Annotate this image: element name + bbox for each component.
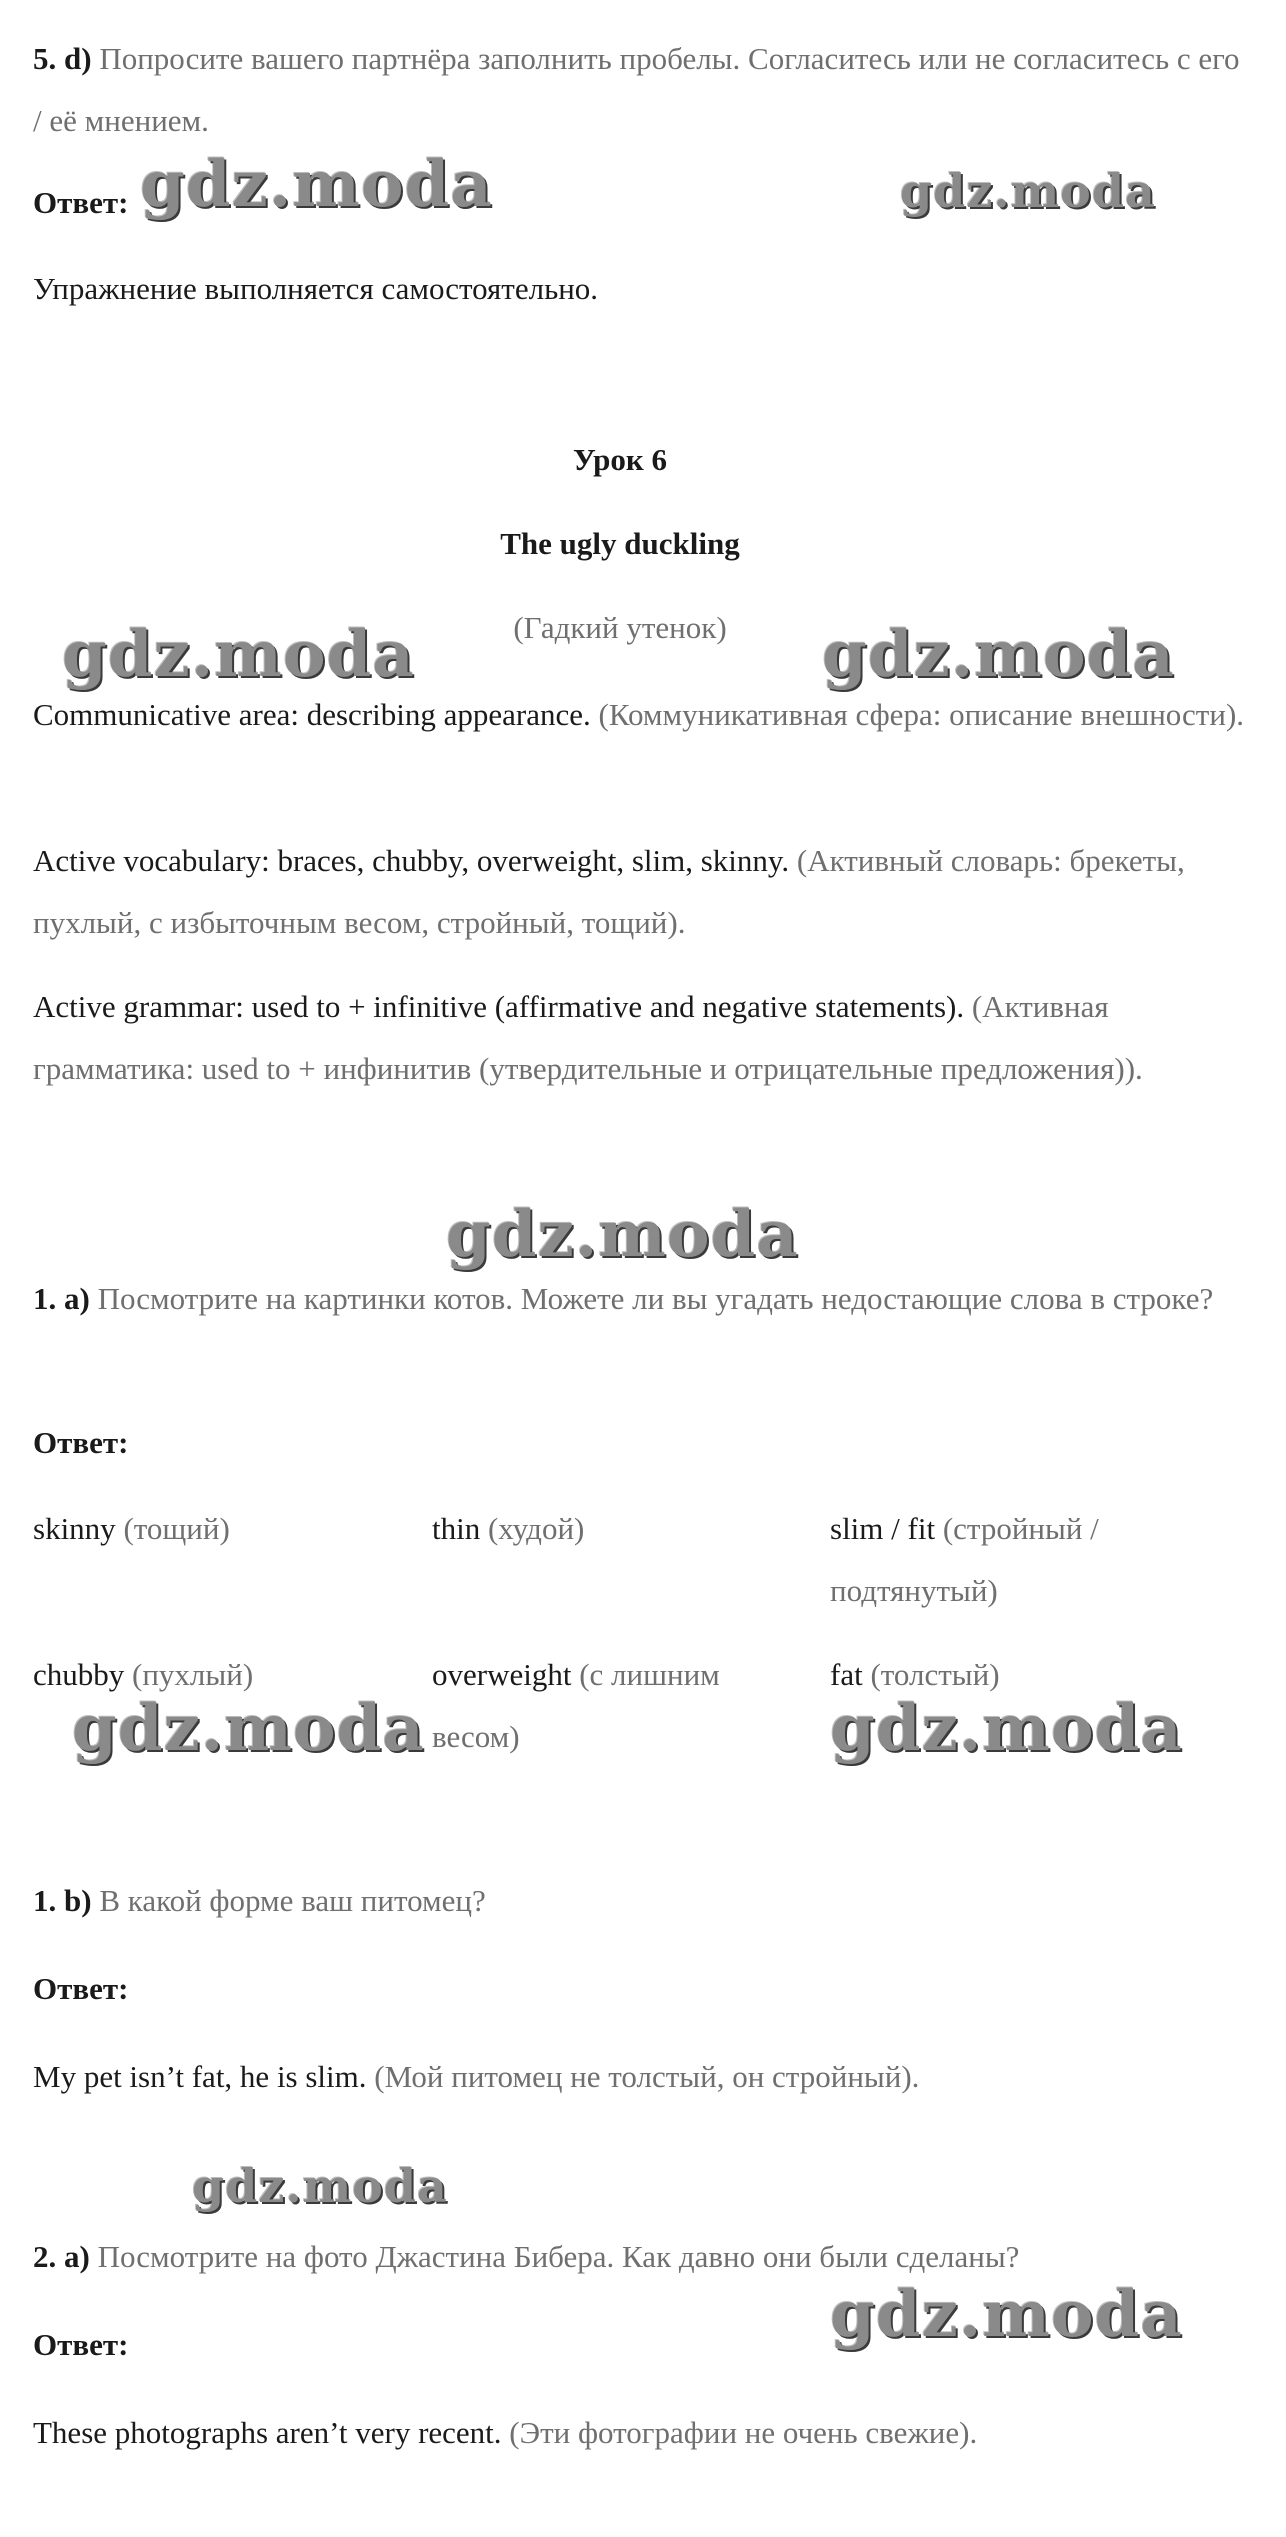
answer-text: Упражнение выполняется самостоятельно. [33,271,599,306]
answer-ru: (Мой питомец не толстый, он стройный). [374,2059,920,2094]
communicative-area [33,684,1253,746]
lesson-title: Урок 6 [572,442,668,477]
vocab-en: Active vocabulary: braces, chubby, overweight, slim, skinny. [33,843,790,878]
word-ru: (стройный / подтянутый) [830,1511,1099,1608]
word-en: overweight [432,1657,572,1692]
answer-label: Ответ: [33,185,129,220]
communicative-en: Communicative area: describing appearance. [33,697,591,732]
active-vocabulary [33,830,1253,954]
watermark-logo: gdz.moda [140,147,493,222]
answer-label: Ответ: [33,1425,129,1460]
word-ru: (с лишним весом) [432,1657,720,1754]
task-text: В какой форме ваш питомец? [99,1883,486,1918]
watermark-logo: gdz.moda [822,617,1175,692]
answer-text [33,2046,1253,2108]
task-1b [33,1870,1253,1932]
answer-en: My pet isn’t fat, he is slim. [33,2059,367,2094]
task-text: Посмотрите на фото Джастина Бибера. Как давно они были сделаны? [97,2239,1020,2274]
watermark-logo: gdz.moda [900,164,1156,218]
word-item [432,1498,812,1560]
word-item [830,1498,1160,1622]
watermark-logo: gdz.moda [830,1691,1183,1766]
task-text: Попросите вашего партнёра заполнить пробелы. Согласитесь или не согласитесь с его / её мнением. [33,41,1240,138]
task-text: Посмотрите на картинки котов. Можете ли вы угадать недостающие слова в строке? [97,1281,1214,1316]
lesson-subtitle: The ugly duckling [500,526,740,561]
answer-label: Ответ: [33,1971,129,2006]
lesson-translation: (Гадкий утенок) [513,610,727,645]
communicative-ru: (Коммуникативная сфера: описание внешности). [598,697,1245,732]
word-ru: (худой) [487,1511,585,1546]
grammar-ru: (Активная грамматика: used to + инфинитив (утвердительные и отрицательные предложения)). [33,989,1143,1086]
word-item [432,1644,792,1768]
word-en: fat [830,1657,863,1692]
active-grammar [33,976,1253,1100]
word-item [33,1498,413,1560]
task-5d [33,28,1253,152]
answer-ru: (Эти фотографии не очень свежие). [509,2415,978,2450]
watermark-logo: gdz.moda [72,1691,425,1766]
task-number: 5. d) [33,41,92,76]
task-number: 1. b) [33,1883,92,1918]
word-en: slim / fit [830,1511,936,1546]
task-1a [33,1268,1253,1330]
watermark-logo: gdz.moda [446,1197,799,1272]
word-en: thin [432,1511,481,1546]
answer-label: Ответ: [33,2327,129,2362]
watermark-logo: gdz.moda [830,2277,1183,2352]
answer-text [33,2402,1253,2464]
word-ru: (пухлый) [132,1657,254,1692]
word-ru: (тощий) [123,1511,230,1546]
word-en: chubby [33,1657,125,1692]
word-ru: (толстый) [870,1657,1000,1692]
watermark-logo: gdz.moda [192,2159,448,2213]
watermark-logo: gdz.moda [62,617,415,692]
grammar-en: Active grammar: used to + infinitive (affirmative and negative statements). [33,989,965,1024]
task-number: 2. a) [33,2239,90,2274]
answer-en: These photographs aren’t very recent. [33,2415,502,2450]
task-number: 1. a) [33,1281,90,1316]
word-en: skinny [33,1511,116,1546]
vocab-ru: (Активный словарь: брекеты, пухлый, с избыточным весом, стройный, тощий). [33,843,1185,940]
